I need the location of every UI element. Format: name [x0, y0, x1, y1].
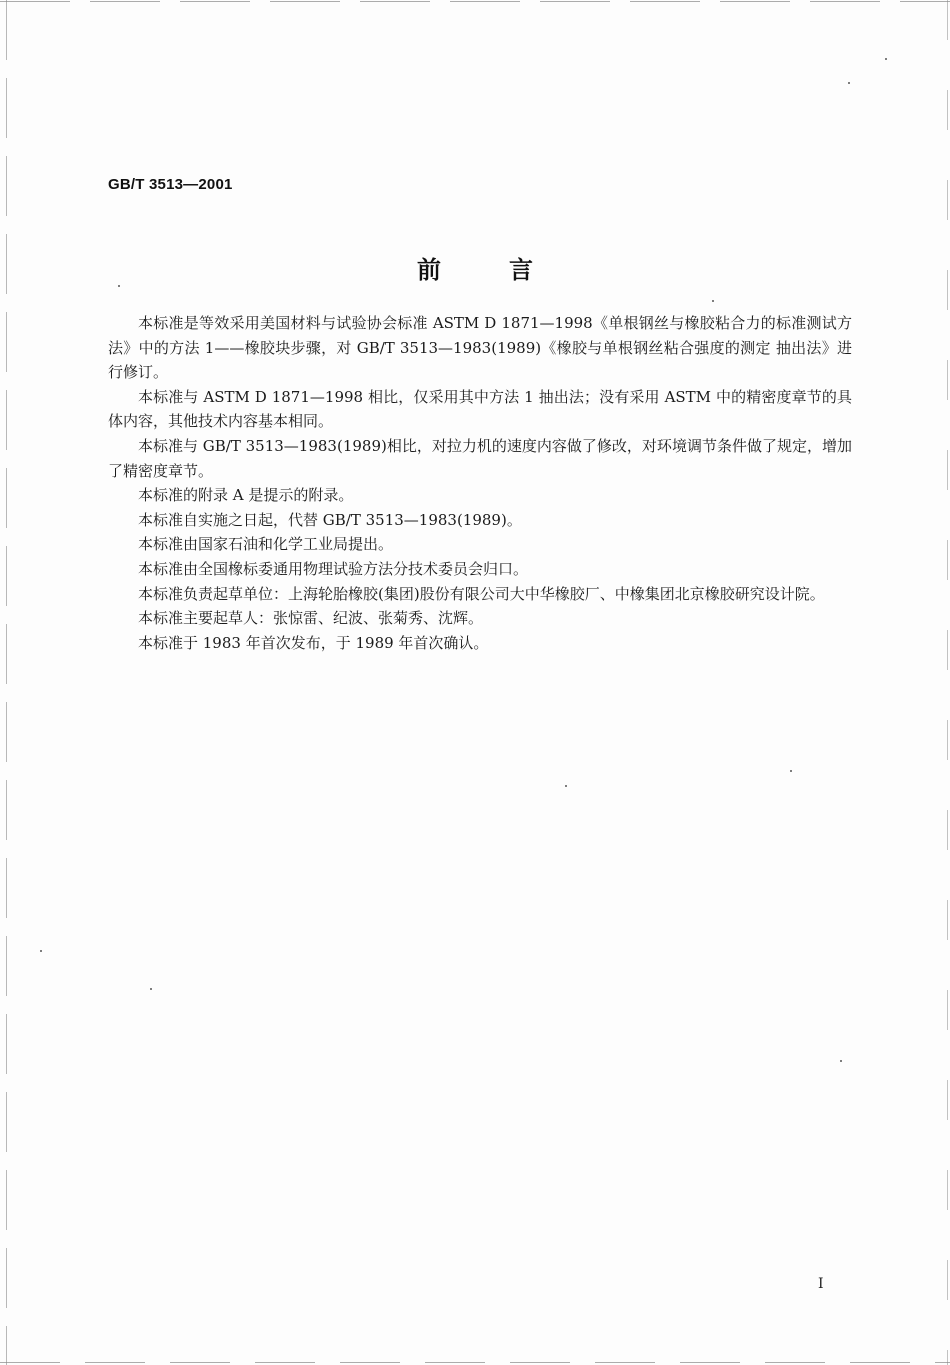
scan-speck — [712, 300, 714, 302]
scan-speck — [565, 785, 567, 787]
paragraph: 本标准与 GB/T 3513—1983(1989)相比，对拉力机的速度内容做了修改，对环境调节条件做了规定，增加了精密度章节。 — [108, 436, 852, 480]
scan-speck — [790, 770, 792, 772]
paragraph: 本标准与 ASTM D 1871—1998 相比，仅采用其中方法 1 抽出法；没有采用 ASTM 中的精密度章节的具体内容，其他技术内容基本相同。 — [108, 387, 852, 431]
paragraph: 本标准由全国橡标委通用物理试验方法分技术委员会归口。 — [138, 559, 529, 578]
paragraph: 本标准负责起草单位：上海轮胎橡胶(集团)股份有限公司大中华橡胶厂、中橡集团北京橡胶研究设计院。 — [138, 584, 825, 603]
scan-speck — [150, 988, 152, 990]
scan-speck — [848, 82, 850, 84]
scan-edge-top — [0, 1, 950, 2]
paragraph: 本标准自实施之日起，代替 GB/T 3513—1983(1989)。 — [138, 510, 522, 529]
document-code: GB/T 3513—2001 — [108, 176, 233, 193]
preface-body — [108, 311, 852, 655]
paragraph: 本标准的附录 A 是提示的附录。 — [138, 486, 354, 505]
paragraph: 本标准是等效采用美国材料与试验协会标准 ASTM D 1871—1998《单根钢丝与橡胶粘合力的标准测试方法》中的方法 1——橡胶块步骤，对 GB/T 3513—1983(1989)《橡胶与单根钢丝粘合强度的测定 抽出法》进行修订。 — [108, 314, 852, 382]
paragraph: 本标准由国家石油和化学工业局提出。 — [138, 535, 394, 554]
scan-edge-bottom — [0, 1362, 950, 1363]
scan-edge-right — [947, 0, 948, 1365]
scan-speck — [40, 950, 42, 952]
paragraph: 本标准主要起草人：张惊雷、纪波、张菊秀、沈辉。 — [138, 609, 484, 628]
page-title: 前言 — [417, 256, 601, 284]
scan-edge-left — [6, 0, 7, 1365]
scan-speck — [885, 58, 887, 60]
scan-speck — [840, 1060, 842, 1062]
scan-speck — [118, 285, 120, 287]
page-number: I — [818, 1276, 824, 1292]
paragraph: 本标准于 1983 年首次发布，于 1989 年首次确认。 — [138, 633, 489, 652]
